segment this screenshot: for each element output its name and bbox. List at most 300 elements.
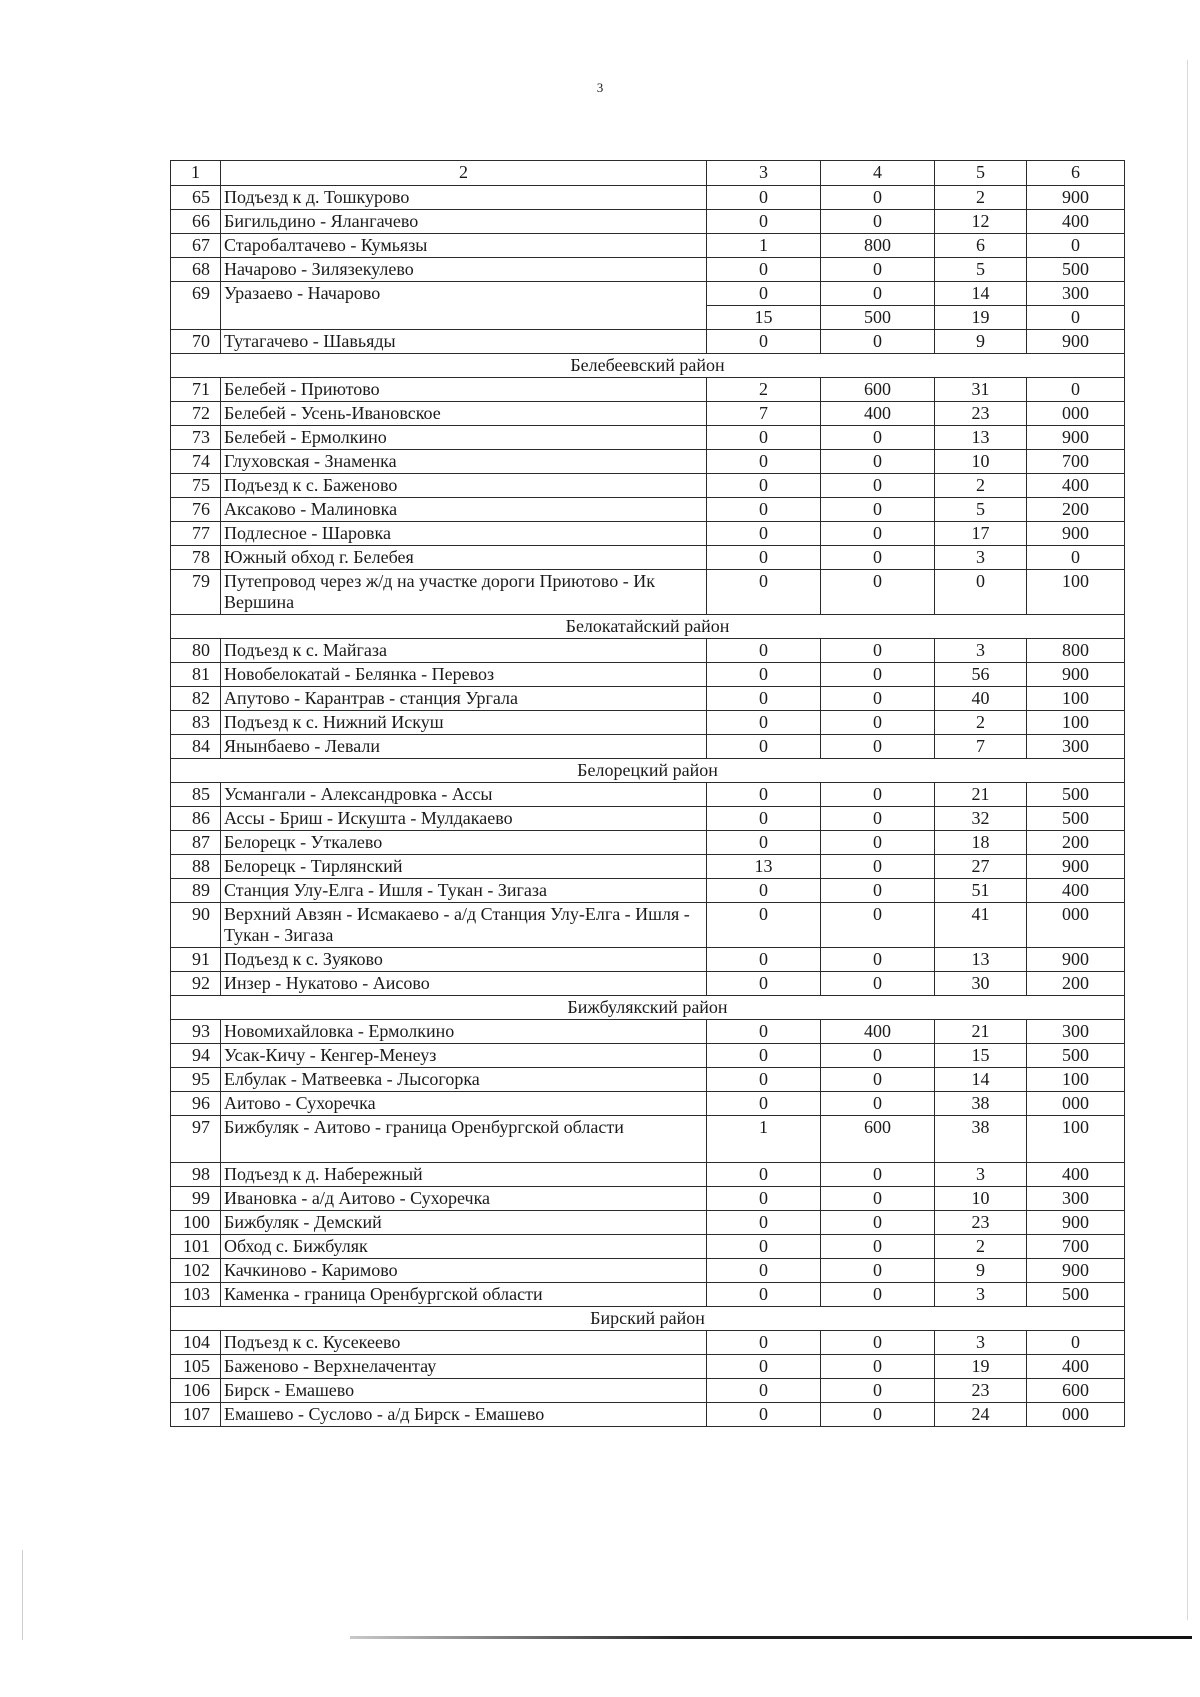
value-cell: 38 <box>935 1092 1027 1116</box>
table-row <box>171 282 1125 306</box>
value-cell: 0 <box>1027 546 1125 570</box>
table-row <box>171 1044 1125 1068</box>
value-cell: 900 <box>1027 663 1125 687</box>
value-cell: 0 <box>821 972 935 996</box>
header-cell: 4 <box>821 161 935 186</box>
value-cell: 0 <box>821 783 935 807</box>
row-number: 88 <box>171 855 221 879</box>
value-cell: 400 <box>821 1020 935 1044</box>
value-cell: 2 <box>935 474 1027 498</box>
header-cell: 5 <box>935 161 1027 186</box>
value-cell: 0 <box>821 855 935 879</box>
value-cell: 0 <box>821 948 935 972</box>
road-name: Ассы - Бриш - Искушта - Мулдакаево <box>221 807 707 831</box>
road-name: Бижбуляк - Аитово - граница Оренбургской области <box>221 1116 707 1163</box>
value-cell: 0 <box>821 1211 935 1235</box>
road-name: Аитово - Сухоречка <box>221 1092 707 1116</box>
header-row <box>171 161 1125 186</box>
value-cell: 21 <box>935 783 1027 807</box>
table-row <box>171 402 1125 426</box>
value-cell: 14 <box>935 1068 1027 1092</box>
value-cell: 0 <box>707 1044 821 1068</box>
value-cell: 000 <box>1027 402 1125 426</box>
row-number: 95 <box>171 1068 221 1092</box>
value-cell: 900 <box>1027 1211 1125 1235</box>
value-cell: 600 <box>821 378 935 402</box>
road-name: Апутово - Карантрав - станция Ургала <box>221 687 707 711</box>
road-name: Бирск - Емашево <box>221 1379 707 1403</box>
value-cell: 0 <box>821 426 935 450</box>
district-header-row <box>171 1307 1125 1331</box>
value-cell: 24 <box>935 1403 1027 1427</box>
value-cell: 0 <box>707 831 821 855</box>
value-cell: 2 <box>935 186 1027 210</box>
table-row <box>171 711 1125 735</box>
district-header-row <box>171 996 1125 1020</box>
road-name: Верхний Авзян - Исмакаево - а/д Станция Улу-Елга - Ишля - Тукан - Зигаза <box>221 903 707 948</box>
value-cell: 900 <box>1027 426 1125 450</box>
scan-edge <box>22 1550 23 1640</box>
road-name: Белебей - Ермолкино <box>221 426 707 450</box>
value-cell: 0 <box>821 663 935 687</box>
value-cell: 400 <box>1027 1163 1125 1187</box>
road-name: Инзер - Нукатово - Аисово <box>221 972 707 996</box>
value-cell: 200 <box>1027 831 1125 855</box>
value-cell: 100 <box>1027 1068 1125 1092</box>
value-cell: 3 <box>935 1163 1027 1187</box>
table-row <box>171 522 1125 546</box>
value-cell: 0 <box>707 1187 821 1211</box>
value-cell: 9 <box>935 330 1027 354</box>
table-row <box>171 546 1125 570</box>
table-row <box>171 1259 1125 1283</box>
value-cell: 0 <box>707 903 821 948</box>
road-name: Елбулак - Матвеевка - Лысогорка <box>221 1068 707 1092</box>
value-cell: 0 <box>821 903 935 948</box>
table-row <box>171 186 1125 210</box>
value-cell: 40 <box>935 687 1027 711</box>
value-cell: 0 <box>1027 1331 1125 1355</box>
value-cell: 7 <box>707 402 821 426</box>
road-name: Каменка - граница Оренбургской области <box>221 1283 707 1307</box>
value-cell: 0 <box>1027 378 1125 402</box>
road-name: Новобелокатай - Белянка - Перевоз <box>221 663 707 687</box>
value-cell: 0 <box>821 1403 935 1427</box>
value-cell: 100 <box>1027 1116 1125 1163</box>
value-cell: 3 <box>935 1331 1027 1355</box>
roads-table-body <box>171 161 1125 1427</box>
table-row <box>171 258 1125 282</box>
value-cell: 0 <box>707 1403 821 1427</box>
value-cell: 100 <box>1027 570 1125 615</box>
road-name: Подлесное - Шаровка <box>221 522 707 546</box>
row-number: 73 <box>171 426 221 450</box>
value-cell: 19 <box>935 1355 1027 1379</box>
table-row <box>171 1092 1125 1116</box>
table-row <box>171 1068 1125 1092</box>
value-cell: 300 <box>1027 1020 1125 1044</box>
value-cell: 100 <box>1027 687 1125 711</box>
road-name: Станция Улу-Елга - Ишля - Тукан - Зигаза <box>221 879 707 903</box>
district-name: Белокатайский район <box>171 615 1125 639</box>
road-name: Путепровод через ж/д на участке дороги Приютово - Ик Вершина <box>221 570 707 615</box>
value-cell: 400 <box>1027 474 1125 498</box>
value-cell: 19 <box>935 306 1027 330</box>
value-cell: 0 <box>821 879 935 903</box>
value-cell: 0 <box>821 735 935 759</box>
road-name: Новомихайловка - Ермолкино <box>221 1020 707 1044</box>
table-row <box>171 1187 1125 1211</box>
table-row <box>171 903 1125 948</box>
value-cell: 0 <box>707 186 821 210</box>
value-cell: 0 <box>707 1068 821 1092</box>
row-number: 92 <box>171 972 221 996</box>
value-cell: 30 <box>935 972 1027 996</box>
value-cell: 400 <box>1027 1355 1125 1379</box>
value-cell: 0 <box>821 1092 935 1116</box>
district-name: Бижбулякский район <box>171 996 1125 1020</box>
value-cell: 500 <box>1027 1283 1125 1307</box>
value-cell: 0 <box>707 474 821 498</box>
value-cell: 15 <box>935 1044 1027 1068</box>
value-cell: 0 <box>821 639 935 663</box>
value-cell: 14 <box>935 282 1027 306</box>
road-name: Качкиново - Каримово <box>221 1259 707 1283</box>
value-cell: 000 <box>1027 1092 1125 1116</box>
row-number: 65 <box>171 186 221 210</box>
value-cell: 23 <box>935 1211 1027 1235</box>
value-cell: 17 <box>935 522 1027 546</box>
value-cell: 0 <box>707 807 821 831</box>
value-cell: 0 <box>821 1283 935 1307</box>
table-row <box>171 1283 1125 1307</box>
table-row <box>171 1211 1125 1235</box>
value-cell: 900 <box>1027 330 1125 354</box>
road-name: Усмангали - Александровка - Ассы <box>221 783 707 807</box>
table-row <box>171 450 1125 474</box>
road-name: Подъезд к с. Зуяково <box>221 948 707 972</box>
road-name: Подъезд к с. Нижний Искуш <box>221 711 707 735</box>
value-cell: 0 <box>821 186 935 210</box>
district-header-row <box>171 354 1125 378</box>
value-cell: 0 <box>707 498 821 522</box>
value-cell: 400 <box>821 402 935 426</box>
value-cell: 500 <box>1027 1044 1125 1068</box>
road-name: Белебей - Приютово <box>221 378 707 402</box>
value-cell: 0 <box>707 1020 821 1044</box>
value-cell: 10 <box>935 1187 1027 1211</box>
value-cell: 13 <box>707 855 821 879</box>
road-name: Аксаково - Малиновка <box>221 498 707 522</box>
road-name: Подъезд к д. Тошкурово <box>221 186 707 210</box>
table-row <box>171 735 1125 759</box>
table-row <box>171 831 1125 855</box>
road-name: Бижбуляк - Демский <box>221 1211 707 1235</box>
table-row <box>171 1355 1125 1379</box>
header-cell: 3 <box>707 161 821 186</box>
table-row <box>171 972 1125 996</box>
row-number: 102 <box>171 1259 221 1283</box>
value-cell: 13 <box>935 426 1027 450</box>
value-cell: 0 <box>707 330 821 354</box>
value-cell: 21 <box>935 1020 1027 1044</box>
value-cell: 38 <box>935 1116 1027 1163</box>
value-cell: 000 <box>1027 1403 1125 1427</box>
value-cell: 0 <box>707 282 821 306</box>
value-cell: 0 <box>707 972 821 996</box>
value-cell: 0 <box>821 1187 935 1211</box>
value-cell: 0 <box>821 711 935 735</box>
value-cell: 900 <box>1027 186 1125 210</box>
row-number: 87 <box>171 831 221 855</box>
value-cell: 0 <box>707 450 821 474</box>
table-row <box>171 498 1125 522</box>
row-number: 70 <box>171 330 221 354</box>
table-row <box>171 570 1125 615</box>
road-name: Тутагачево - Шавьяды <box>221 330 707 354</box>
road-name: Белебей - Усень-Ивановское <box>221 402 707 426</box>
road-name: Уразаево - Начарово <box>221 282 707 330</box>
table-row <box>171 330 1125 354</box>
value-cell: 5 <box>935 258 1027 282</box>
row-number: 76 <box>171 498 221 522</box>
header-cell: 2 <box>221 161 707 186</box>
value-cell: 13 <box>935 948 1027 972</box>
district-header-row <box>171 759 1125 783</box>
value-cell: 0 <box>707 522 821 546</box>
value-cell: 0 <box>707 1259 821 1283</box>
value-cell: 0 <box>707 426 821 450</box>
header-cell: 6 <box>1027 161 1125 186</box>
value-cell: 0 <box>707 735 821 759</box>
road-name: Старобалтачево - Кумьязы <box>221 234 707 258</box>
row-number: 71 <box>171 378 221 402</box>
table-row <box>171 687 1125 711</box>
row-number: 91 <box>171 948 221 972</box>
value-cell: 27 <box>935 855 1027 879</box>
value-cell: 0 <box>707 879 821 903</box>
value-cell: 2 <box>707 378 821 402</box>
table-row <box>171 639 1125 663</box>
road-name: Баженово - Верхнелачентау <box>221 1355 707 1379</box>
value-cell: 56 <box>935 663 1027 687</box>
value-cell: 500 <box>821 306 935 330</box>
scan-artifact-line <box>350 1636 1192 1639</box>
value-cell: 23 <box>935 1379 1027 1403</box>
value-cell: 0 <box>821 1235 935 1259</box>
district-name: Бирский район <box>171 1307 1125 1331</box>
value-cell: 700 <box>1027 1235 1125 1259</box>
value-cell: 1 <box>707 1116 821 1163</box>
row-number: 79 <box>171 570 221 615</box>
table-row <box>171 663 1125 687</box>
value-cell: 23 <box>935 402 1027 426</box>
row-number: 66 <box>171 210 221 234</box>
value-cell: 0 <box>821 522 935 546</box>
road-name: Емашево - Суслово - а/д Бирск - Емашево <box>221 1403 707 1427</box>
value-cell: 0 <box>707 1235 821 1259</box>
value-cell: 18 <box>935 831 1027 855</box>
value-cell: 0 <box>1027 306 1125 330</box>
value-cell: 0 <box>707 1283 821 1307</box>
value-cell: 100 <box>1027 711 1125 735</box>
value-cell: 0 <box>821 1259 935 1283</box>
row-number: 75 <box>171 474 221 498</box>
value-cell: 500 <box>1027 807 1125 831</box>
value-cell: 51 <box>935 879 1027 903</box>
table-row <box>171 948 1125 972</box>
road-name: Южный обход г. Белебея <box>221 546 707 570</box>
value-cell: 0 <box>821 687 935 711</box>
value-cell: 700 <box>1027 450 1125 474</box>
value-cell: 0 <box>821 330 935 354</box>
value-cell: 400 <box>1027 210 1125 234</box>
value-cell: 0 <box>821 1163 935 1187</box>
row-number: 98 <box>171 1163 221 1187</box>
row-number: 105 <box>171 1355 221 1379</box>
value-cell: 200 <box>1027 972 1125 996</box>
row-number: 85 <box>171 783 221 807</box>
row-number: 104 <box>171 1331 221 1355</box>
row-number: 90 <box>171 903 221 948</box>
row-number: 69 <box>171 282 221 330</box>
value-cell: 0 <box>707 783 821 807</box>
road-name: Усак-Кичу - Кенгер-Менеуз <box>221 1044 707 1068</box>
value-cell: 0 <box>935 570 1027 615</box>
value-cell: 200 <box>1027 498 1125 522</box>
row-number: 97 <box>171 1116 221 1163</box>
road-name: Глуховская - Знаменка <box>221 450 707 474</box>
value-cell: 0 <box>821 474 935 498</box>
table-row <box>171 1235 1125 1259</box>
value-cell: 0 <box>821 450 935 474</box>
table-row <box>171 1020 1125 1044</box>
value-cell: 1 <box>707 234 821 258</box>
row-number: 72 <box>171 402 221 426</box>
value-cell: 41 <box>935 903 1027 948</box>
table-row <box>171 1163 1125 1187</box>
row-number: 99 <box>171 1187 221 1211</box>
value-cell: 31 <box>935 378 1027 402</box>
page-number: 3 <box>596 80 604 95</box>
value-cell: 0 <box>821 1379 935 1403</box>
table-row <box>171 855 1125 879</box>
row-number: 94 <box>171 1044 221 1068</box>
value-cell: 900 <box>1027 1259 1125 1283</box>
value-cell: 10 <box>935 450 1027 474</box>
value-cell: 500 <box>1027 258 1125 282</box>
value-cell: 3 <box>935 639 1027 663</box>
row-number: 83 <box>171 711 221 735</box>
value-cell: 3 <box>935 1283 1027 1307</box>
value-cell: 600 <box>1027 1379 1125 1403</box>
value-cell: 0 <box>707 258 821 282</box>
row-number: 68 <box>171 258 221 282</box>
value-cell: 0 <box>1027 234 1125 258</box>
value-cell: 900 <box>1027 522 1125 546</box>
road-name: Подъезд к с. Баженово <box>221 474 707 498</box>
roads-table <box>170 160 1125 1427</box>
row-number: 78 <box>171 546 221 570</box>
value-cell: 000 <box>1027 903 1125 948</box>
value-cell: 0 <box>707 1355 821 1379</box>
road-name: Обход с. Бижбуляк <box>221 1235 707 1259</box>
value-cell: 0 <box>821 831 935 855</box>
value-cell: 800 <box>1027 639 1125 663</box>
value-cell: 0 <box>707 1211 821 1235</box>
value-cell: 2 <box>935 711 1027 735</box>
row-number: 67 <box>171 234 221 258</box>
road-name: Белорецк - Уткалево <box>221 831 707 855</box>
row-number: 100 <box>171 1211 221 1235</box>
row-number: 107 <box>171 1403 221 1427</box>
row-number: 103 <box>171 1283 221 1307</box>
value-cell: 3 <box>935 546 1027 570</box>
value-cell: 32 <box>935 807 1027 831</box>
header-cell: 1 <box>171 161 221 186</box>
value-cell: 2 <box>935 1235 1027 1259</box>
row-number: 84 <box>171 735 221 759</box>
table-row <box>171 234 1125 258</box>
value-cell: 0 <box>707 687 821 711</box>
value-cell: 0 <box>707 1092 821 1116</box>
table-row <box>171 1331 1125 1355</box>
road-name: Янынбаево - Левали <box>221 735 707 759</box>
row-number: 101 <box>171 1235 221 1259</box>
value-cell: 0 <box>707 1379 821 1403</box>
value-cell: 500 <box>1027 783 1125 807</box>
district-name: Белебеевский район <box>171 354 1125 378</box>
value-cell: 300 <box>1027 735 1125 759</box>
row-number: 74 <box>171 450 221 474</box>
value-cell: 0 <box>821 1068 935 1092</box>
value-cell: 0 <box>821 570 935 615</box>
table-row <box>171 474 1125 498</box>
value-cell: 0 <box>707 711 821 735</box>
value-cell: 0 <box>821 498 935 522</box>
value-cell: 0 <box>707 663 821 687</box>
value-cell: 0 <box>707 1163 821 1187</box>
value-cell: 400 <box>1027 879 1125 903</box>
table-row <box>171 210 1125 234</box>
row-number: 96 <box>171 1092 221 1116</box>
road-name: Бигильдино - Ялангачево <box>221 210 707 234</box>
value-cell: 9 <box>935 1259 1027 1283</box>
value-cell: 800 <box>821 234 935 258</box>
value-cell: 0 <box>821 807 935 831</box>
district-name: Белорецкий район <box>171 759 1125 783</box>
row-number: 80 <box>171 639 221 663</box>
value-cell: 0 <box>821 546 935 570</box>
road-name: Белорецк - Тирлянский <box>221 855 707 879</box>
value-cell: 300 <box>1027 282 1125 306</box>
road-name: Ивановка - а/д Аитово - Сухоречка <box>221 1187 707 1211</box>
row-number: 82 <box>171 687 221 711</box>
table-row <box>171 879 1125 903</box>
table-row <box>171 807 1125 831</box>
row-number: 89 <box>171 879 221 903</box>
road-name: Подъезд к с. Кусекеево <box>221 1331 707 1355</box>
district-header-row <box>171 615 1125 639</box>
value-cell: 12 <box>935 210 1027 234</box>
table-row <box>171 426 1125 450</box>
row-number: 77 <box>171 522 221 546</box>
value-cell: 0 <box>821 1355 935 1379</box>
road-name: Подъезд к с. Майгаза <box>221 639 707 663</box>
value-cell: 15 <box>707 306 821 330</box>
value-cell: 300 <box>1027 1187 1125 1211</box>
table-row <box>171 378 1125 402</box>
